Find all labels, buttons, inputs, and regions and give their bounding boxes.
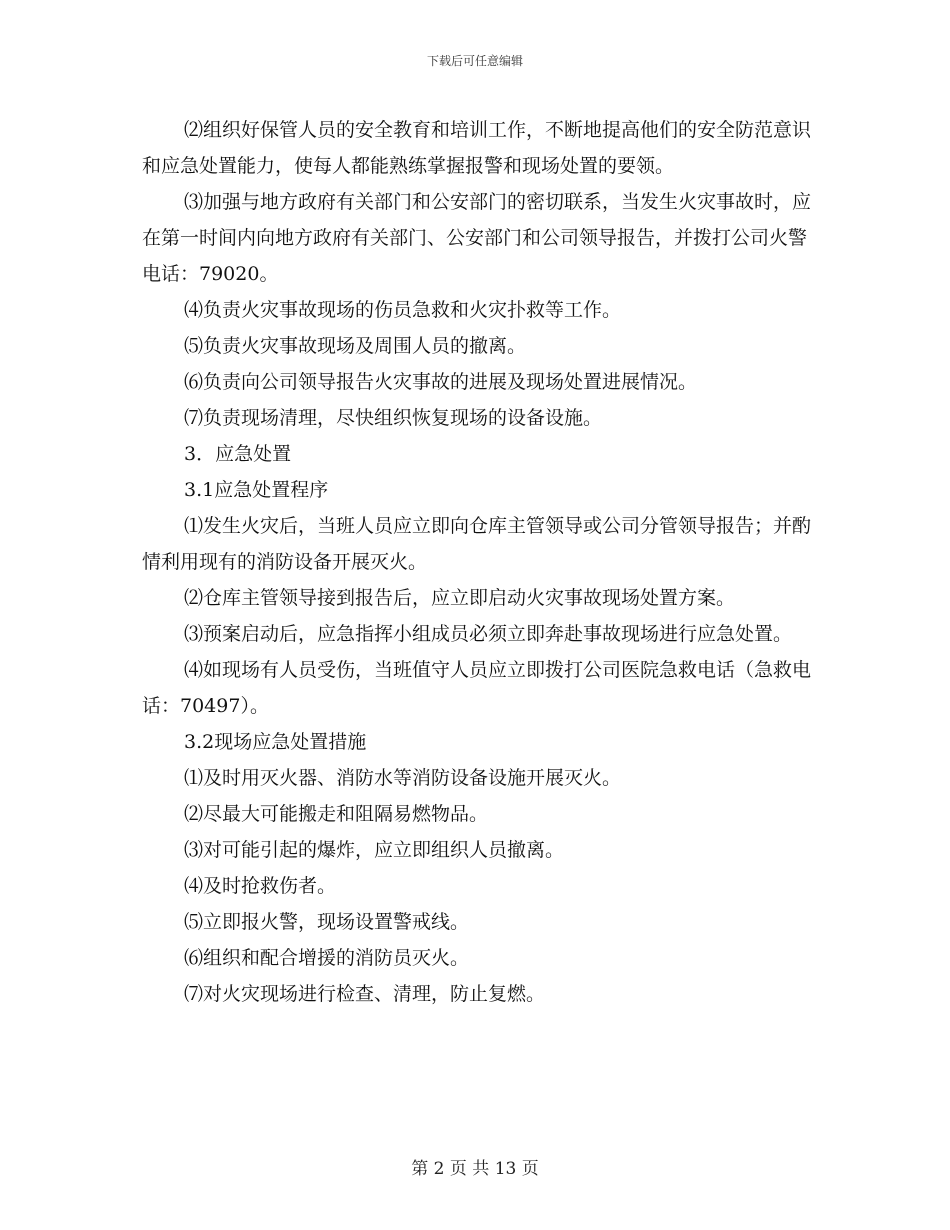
paragraph: ⑹组织和配合增援的消防员灭火。	[184, 947, 470, 969]
subsection-heading: 3.1应急处置程序	[184, 479, 329, 501]
document-body	[142, 112, 812, 1012]
paragraph: ⑺负责现场清理，尽快组织恢复现场的设备设施。	[184, 407, 603, 429]
paragraph: ⑷负责火灾事故现场的伤员急救和火灾扑救等工作。	[184, 299, 622, 321]
subsection-heading: 3.2现场应急处置措施	[184, 731, 367, 753]
paragraph: ⑷如现场有人员受伤，当班值守人员应立即拨打公司医院急救电话（急救电话：70497）。	[142, 659, 812, 717]
paragraph: ⑶对可能引起的爆炸，应立即组织人员撤离。	[184, 839, 565, 861]
paragraph: ⑴发生火灾后，当班人员应立即向仓库主管领导或公司分管领导报告；并酌情利用现有的消防设备开展灭火。	[142, 515, 812, 573]
page-header: 下载后可任意编辑	[426, 54, 523, 68]
paragraph: ⑵尽最大可能搬走和阻隔易燃物品。	[184, 803, 489, 825]
page-number-footer: 第 2 页 共 13 页	[411, 1159, 539, 1179]
paragraph: ⑺对火灾现场进行检查、清理，防止复燃。	[184, 983, 546, 1005]
paragraph: ⑶加强与地方政府有关部门和公安部门的密切联系，当发生火灾事故时，应在第一时间内向地方政府有关部门、公安部门和公司领导报告，并拨打公司火警电话：79020。	[142, 191, 812, 285]
paragraph: ⑵仓库主管领导接到报告后，应立即启动火灾事故现场处置方案。	[184, 587, 736, 609]
paragraph: ⑴及时用灭火器、消防水等消防设备设施开展灭火。	[184, 767, 622, 789]
paragraph: ⑸负责火灾事故现场及周围人员的撤离。	[184, 335, 527, 357]
paragraph: ⑸立即报火警，现场设置警戒线。	[184, 911, 470, 933]
paragraph: ⑷及时抢救伤者。	[184, 875, 337, 897]
paragraph: ⑶预案启动后，应急指挥小组成员必须立即奔赴事故现场进行应急处置。	[184, 623, 793, 645]
section-heading: 3．应急处置	[184, 443, 292, 465]
paragraph: ⑹负责向公司领导报告火灾事故的进展及现场处置进展情况。	[184, 371, 698, 393]
paragraph: ⑵组织好保管人员的安全教育和培训工作，不断地提高他们的安全防范意识和应急处置能力，使每人都能熟练掌握报警和现场处置的要领。	[142, 119, 812, 177]
